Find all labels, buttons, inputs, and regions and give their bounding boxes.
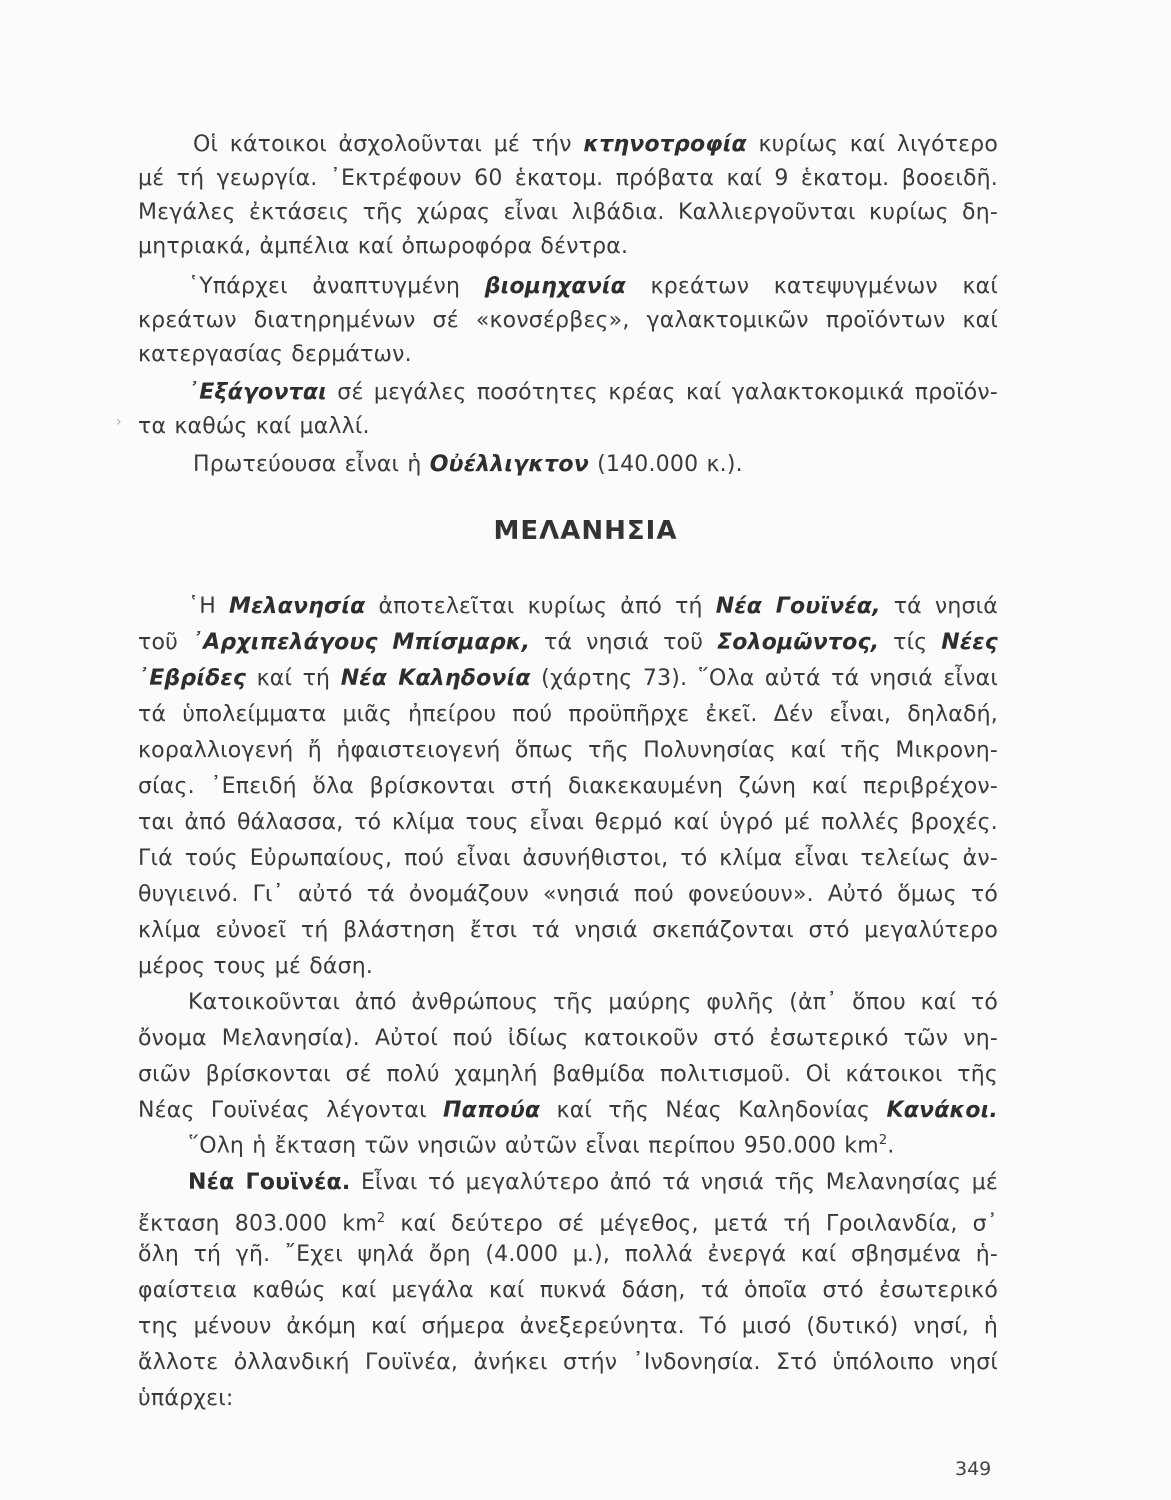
text-line: Κατοικοῦνται ἀπό ἀνθρώπους τῆς μαύρης φυλῆς (ἀπ᾿ ὅπου καί τό — [188, 990, 998, 1015]
text-line: Νέα Γουϊνέα. Εἶναι τό μεγαλύτερο ἀπό τά νησιά τῆς Μελανησίας μέ — [188, 1170, 998, 1195]
text-line: κρεάτων διατηρημένων σέ «κονσέρβες», γαλακτομικῶν προϊόντων καί — [138, 308, 998, 333]
text-line: ῾Υπάρχει ἀναπτυγμένη βιομηχανία κρεάτων κατεψυγμένων καί — [188, 274, 998, 299]
text-line: σίας. ᾿Επειδή ὅλα βρίσκονται στή διακεκαυμένη ζώνη καί περιβρέχον- — [138, 774, 998, 799]
text-line: ἔκταση 803.000 $km^2$ καί δεύτερο σέ μέγεθος, μετά τή Γροιλανδία, σ᾿ — [138, 1211, 998, 1237]
text-line: ὅλη τή γῆ. ῎Εχει ψηλά ὄρη (4.000 μ.), πολλά ἐνεργά καί σβησμένα ἡ- — [138, 1242, 998, 1267]
text-line: κοραλλιογενή ἤ ἡφαιστειογενή ὅπως τῆς Πολυνησίας καί τῆς Μικρονη- — [138, 738, 998, 763]
text-line: ᾿Εβρίδες καί τή Νέα Καληδονία (χάρτης 73). ῞Ολα αὐτά τά νησιά εἶναι — [138, 666, 998, 691]
text-line: τα καθώς καί μαλλί. — [138, 414, 370, 439]
text-line: Οἱ κάτοικοι ἀσχολοῦνται μέ τήν κτηνοτροφία κυρίως καί λιγότερο — [193, 132, 998, 157]
text-line: κατεργασίας δερμάτων. — [138, 342, 412, 367]
text-line: τά ὑπολείμματα μιᾶς ἠπείρου πού προϋπῆρχε ἐκεῖ. Δέν εἶναι, δηλαδή, — [138, 702, 998, 727]
text-line: σιῶν βρίσκονται σέ πολύ χαμηλή βαθμίδα πολιτισμοῦ. Οἱ κάτοικοι τῆς — [138, 1062, 998, 1087]
emphasis-term: Οὐέλλιγκτον — [429, 452, 589, 477]
text-line: τοῦ ᾿Αρχιπελάγους Μπίσμαρκ, τά νησιά τοῦ Σολομῶντος, τίς Νέες — [138, 630, 998, 655]
page-number: 349 — [955, 1458, 992, 1480]
text-line: ὄνομα Μελανησία). Αὐτοί πού ἰδίως κατοικοῦν στό ἐσωτερικό τῶν νη- — [138, 1026, 998, 1051]
text-line: θυγιεινό. Γι᾿ αὐτό τά ὀνομάζουν «νησιά πού φονεύουν». Αὐτό ὅμως τό — [138, 882, 998, 907]
text-line: κλίμα εὐνοεῖ τή βλάστηση ἔτσι τά νησιά σκεπάζονται στό μεγαλύτερο — [138, 918, 998, 943]
text-line: ῾Η Μελανησία ἀποτελεῖται κυρίως ἀπό τή Νέα Γουϊνέα, τά νησιά — [188, 594, 999, 619]
text-line: μητριακά, ἀμπέλια καί ὀπωροφόρα δέντρα. — [138, 234, 629, 259]
section-heading: ΜΕΛΑΝΗΣΙΑ — [493, 516, 678, 546]
text-line: φαίστεια καθώς καί μεγάλα καί πυκνά δάση, τά ὁποῖα στό ἐσωτερικό — [138, 1278, 998, 1303]
emphasis-term: κτηνοτροφία — [583, 132, 747, 157]
text-line: ᾿Εξάγονται σέ μεγάλες ποσότητες κρέας καί γαλακτοκομικά προϊόν- — [188, 380, 998, 405]
text-line: της μένουν ἀκόμη καί σήμερα ἀνεξερεύνητα. Τό μισό (δυτικό) νησί, ἡ — [138, 1314, 998, 1339]
emphasis-term: βιομηχανία — [484, 274, 626, 299]
text-line: Πρωτεύουσα εἶναι ἡ Οὐέλλιγκτον (140.000 κ.). — [193, 452, 743, 477]
emphasis-term: ᾿Εξάγονται — [188, 380, 327, 405]
text-line: Μεγάλες ἐκτάσεις τῆς χώρας εἶναι λιβάδια. Καλλιεργοῦνται κυρίως δη- — [138, 200, 998, 225]
text-line: Γιά τούς Εὐρωπαίους, πού εἶναι ἀσυνήθιστοι, τό κλίμα εἶναι τελείως ἀν- — [138, 846, 998, 871]
text-line: ἄλλοτε ὀλλανδική Γουϊνέα, ἀνήκει στήν ᾿Ινδονησία. Στό ὑπόλοιπο νησί — [138, 1350, 998, 1375]
subsection-title: Νέα Γουϊνέα. — [188, 1170, 351, 1195]
margin-mark: › — [116, 414, 122, 430]
text-line: ται ἀπό θάλασσα, τό κλίμα τους εἶναι θερμό καί ὑγρό μέ πολλές βροχές. — [138, 810, 998, 835]
text-line: Νέας Γουϊνέας λέγονται Παπούα καί τῆς Νέας Καληδονίας Κανάκοι. — [138, 1098, 998, 1123]
text-line: μέ τή γεωργία. ᾿Εκτρέφουν 60 ἑκατομ. πρόβατα καί 9 ἑκατομ. βοοειδῆ. — [138, 166, 998, 191]
text-line: ὑπάρχει: — [138, 1386, 234, 1411]
text-line: ῞Ολη ἡ ἔκταση τῶν νησιῶν αὐτῶν εἶναι περίπου 950.000 $km^2$. — [188, 1133, 895, 1159]
text-line: μέρος τους μέ δάση. — [138, 954, 374, 979]
